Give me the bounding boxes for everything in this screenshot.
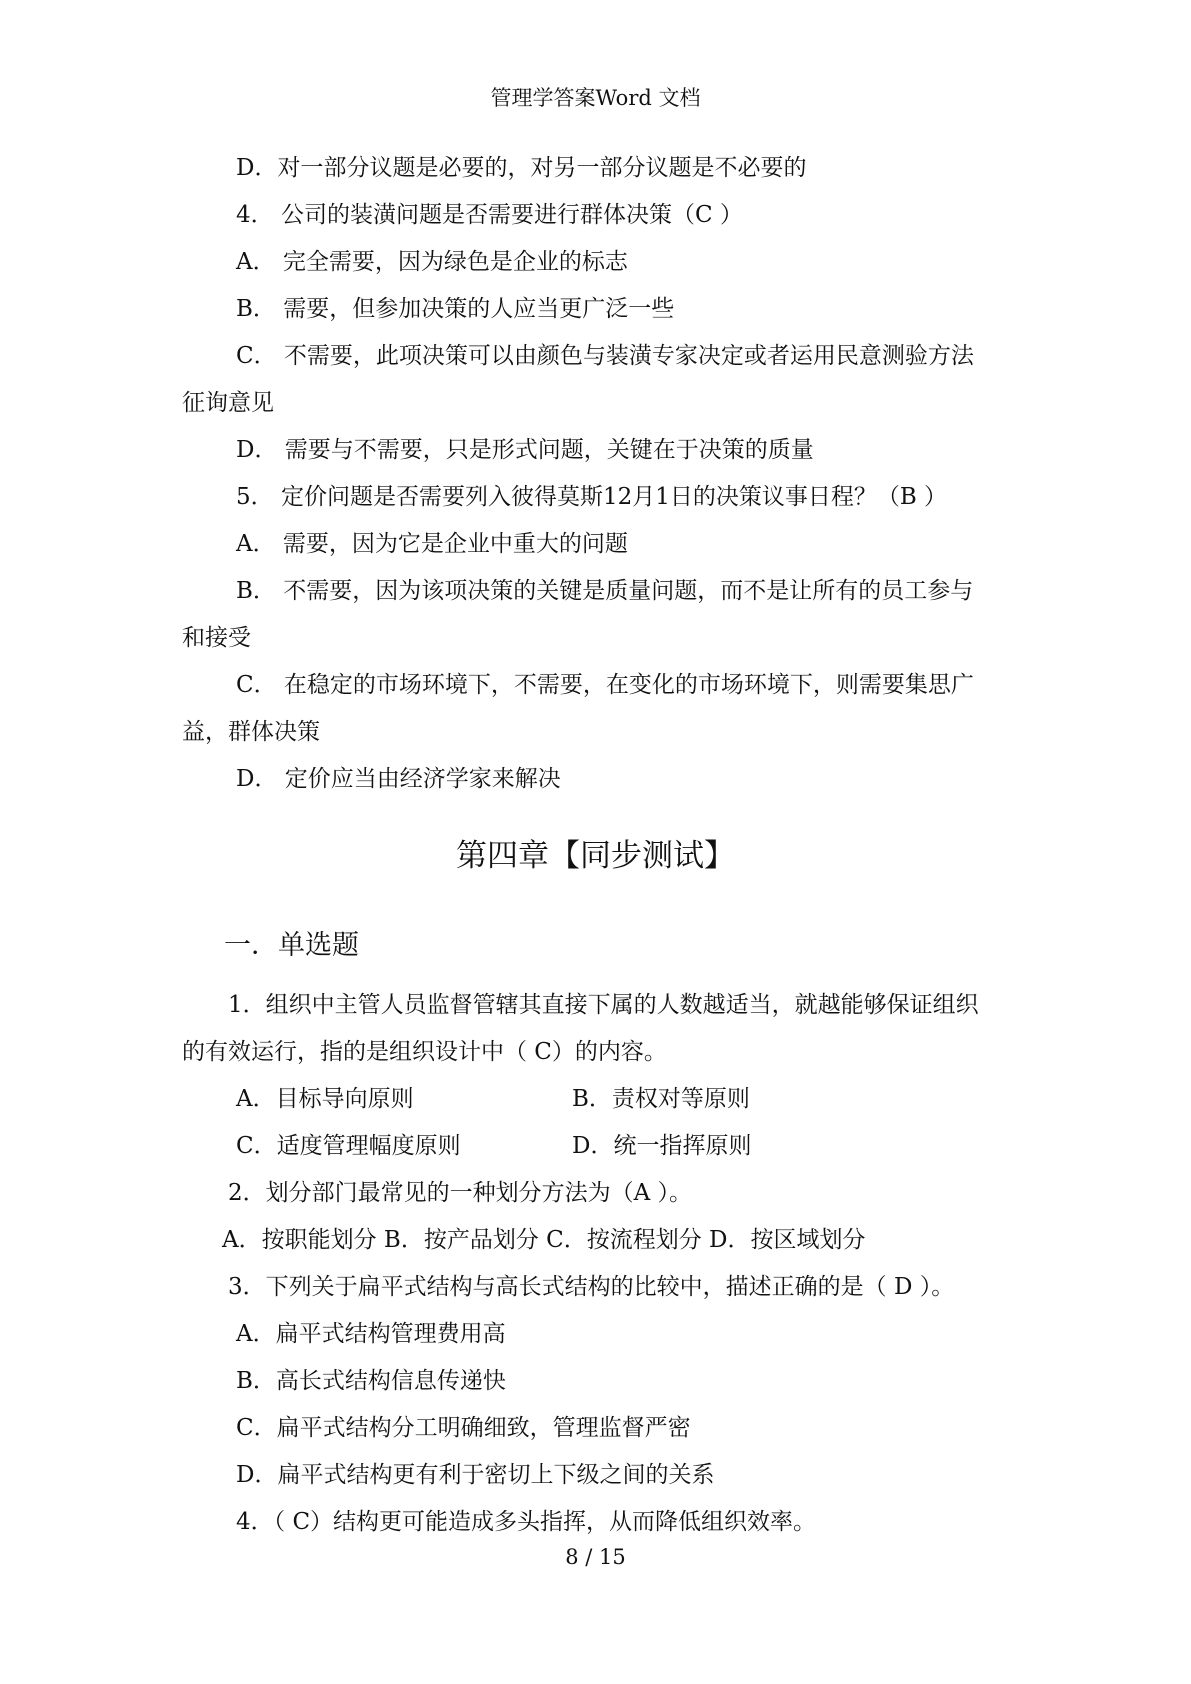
- question-1-option-a: A．目标导向原则: [236, 1086, 414, 1112]
- text-line: C． 不需要，此项决策可以由颜色与装潢专家决定或者运用民意测验方法: [236, 343, 974, 369]
- question-1-option-b: B．责权对等原则: [572, 1086, 750, 1112]
- text-line: D． 需要与不需要，只是形式问题，关键在于决策的质量: [236, 437, 814, 463]
- text-line: A． 完全需要，因为绿色是企业的标志: [236, 249, 628, 275]
- question-3-option-b: B．高长式结构信息传递快: [236, 1368, 506, 1394]
- chapter-title: 第四章【同步测试】: [456, 838, 735, 874]
- text-line: 益，群体决策: [182, 719, 320, 745]
- question-3-option-a: A．扁平式结构管理费用高: [236, 1321, 506, 1347]
- text-line: C． 在稳定的市场环境下，不需要，在变化的市场环境下，则需要集思广: [236, 672, 974, 698]
- page-number: 8 / 15: [565, 1545, 626, 1569]
- question-2-options: A．按职能划分 B．按产品划分 C．按流程划分 D．按区域划分: [222, 1227, 866, 1253]
- question-3-option-d: D．扁平式结构更有利于密切上下级之间的关系: [236, 1462, 715, 1488]
- text-line: B． 需要，但参加决策的人应当更广泛一些: [236, 296, 675, 322]
- text-line: 和接受: [182, 625, 251, 651]
- question-3: 3．下列关于扁平式结构与高长式结构的比较中，描述正确的是（ D ）。: [228, 1274, 955, 1300]
- section-title: 一．单选题: [224, 930, 359, 961]
- question-1-line-1: 1．组织中主管人员监督管辖其直接下属的人数越适当，就越能够保证组织: [228, 992, 979, 1018]
- text-line: 5． 定价问题是否需要列入彼得莫斯12月1日的决策议事日程？（B ）: [236, 484, 948, 510]
- text-line: D．对一部分议题是必要的，对另一部分议题是不必要的: [236, 155, 807, 181]
- question-2: 2．划分部门最常见的一种划分方法为（A ）。: [228, 1180, 693, 1206]
- text-line: A． 需要，因为它是企业中重大的问题: [236, 531, 628, 557]
- question-4: 4．（ C）结构更可能造成多头指挥，从而降低组织效率。: [236, 1509, 817, 1535]
- text-line: D． 定价应当由经济学家来解决: [236, 766, 561, 792]
- text-line: B． 不需要，因为该项决策的关键是质量问题，而不是让所有的员工参与: [236, 578, 974, 604]
- question-1-option-c: C．适度管理幅度原则: [236, 1133, 461, 1159]
- text-line: 4． 公司的装潢问题是否需要进行群体决策（C ）: [236, 202, 743, 228]
- text-line: 征询意见: [182, 390, 274, 416]
- question-1-line-2: 的有效运行，指的是组织设计中（ C）的内容。: [182, 1039, 667, 1065]
- question-3-option-c: C．扁平式结构分工明确细致，管理监督严密: [236, 1415, 691, 1441]
- page-header: 管理学答案Word 文档: [490, 86, 701, 110]
- question-1-option-d: D．统一指挥原则: [572, 1133, 752, 1159]
